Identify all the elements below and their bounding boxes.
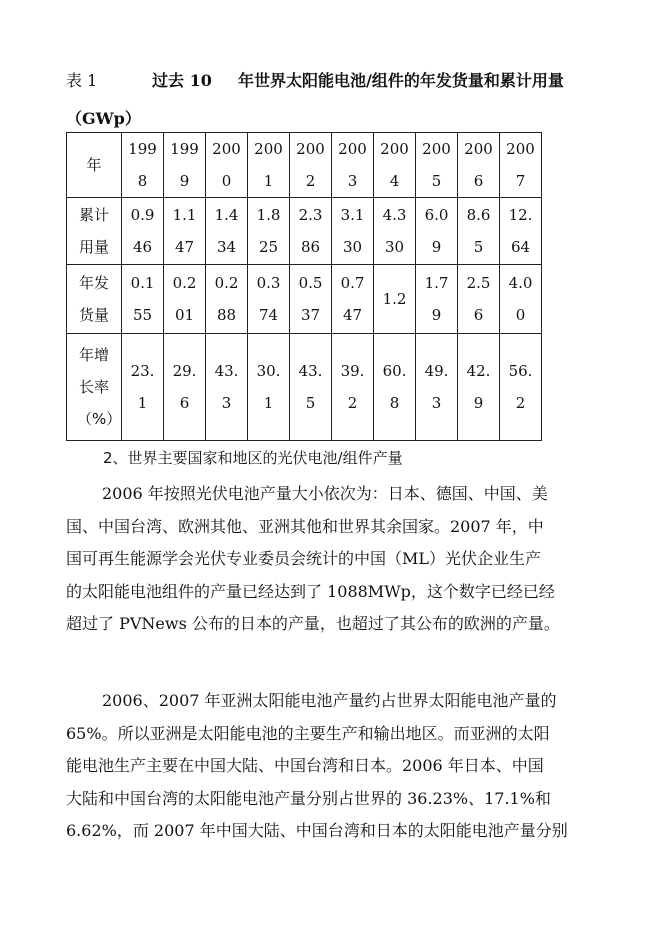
table-caption [66,68,626,128]
shipment-cell: 4.00 [500,265,542,334]
paragraph-line: 超过了 PVNews 公布的日本的产量，也超过了其公布的欧洲的产量。 [66,614,560,633]
growth-cell: 43.3 [206,334,248,441]
cumulative-cell: 4.330 [374,198,416,265]
paragraph-asia-share [66,685,606,848]
cumulative-cell: 6.09 [416,198,458,265]
shipment-cell: 0.288 [206,265,248,334]
year-cell: 1999 [164,133,206,198]
row-header-shipments: 年发货量 [67,265,122,334]
paragraph-line: 2006 年按照光伏电池产量大小依次为：日本、德国、中国、美 [102,484,548,503]
cumulative-cell: 12.64 [500,198,542,265]
year-cell: 2006 [458,133,500,198]
row-header-year: 年 [67,133,122,198]
paragraph-line: 国可再生能源学会光伏专业委员会统计的中国（ML）光伏企业生产 [66,549,542,568]
cumulative-cell: 1.147 [164,198,206,265]
table-unit: （GWp） [66,109,141,128]
growth-cell: 56.2 [500,334,542,441]
paragraph-line: 2006、2007 年亚洲太阳能电池产量约占世界太阳能电池产量的 [102,691,557,710]
paragraph-production-ranking [66,478,606,641]
shipment-cell: 0.747 [332,265,374,334]
cumulative-cell: 1.434 [206,198,248,265]
year-cell: 2003 [332,133,374,198]
cumulative-cell: 8.65 [458,198,500,265]
year-cell: 1998 [122,133,164,198]
cumulative-cell: 3.130 [332,198,374,265]
paragraph-line: 65%。所以亚洲是太阳能电池的主要生产和输出地区。而亚洲的太阳 [66,723,550,743]
shipment-cell: 0.201 [164,265,206,334]
section-heading: 2、世界主要国家和地区的光伏电池/组件产量 [103,449,403,467]
shipment-cell: 2.56 [458,265,500,334]
year-cell: 2000 [206,133,248,198]
table-row-shipments [67,265,542,334]
growth-cell: 23.1 [122,334,164,441]
paragraph-line: 大陆和中国台湾的太阳能电池产量分别占世界的 36.23%、17.1%和 [66,788,551,808]
year-cell: 2002 [290,133,332,198]
growth-cell: 39.2 [332,334,374,441]
table-row-growth [67,334,542,441]
shipment-cell: 1.79 [416,265,458,334]
table-row-cumulative [67,198,542,265]
shipment-cell: 0.374 [248,265,290,334]
cumulative-cell: 2.386 [290,198,332,265]
paragraph-line: 6.62%，而 2007 年中国大陆、中国台湾和日本的太阳能电池产量分别 [66,821,568,840]
table-label: 表 1 [66,71,98,90]
cumulative-cell: 0.946 [122,198,164,265]
shipment-cell: 1.2 [374,265,416,334]
growth-cell: 29.6 [164,334,206,441]
year-cell: 2005 [416,133,458,198]
table-title-years: 过去 10 [152,71,212,90]
year-cell: 2001 [248,133,290,198]
paragraph-line: 国、中国台湾、欧洲其他、亚洲其他和世界其余国家。2007 年，中 [66,516,544,536]
table-title: 年世界太阳能电池/组件的年发货量和累计用量 [238,71,564,90]
solar-data-table [66,132,542,441]
growth-cell: 60.8 [374,334,416,441]
table-row-year [67,133,542,198]
row-header-cumulative: 累计用量 [67,198,122,265]
growth-cell: 42.9 [458,334,500,441]
row-header-growth: 年增长率（%） [67,334,122,441]
growth-cell: 30.1 [248,334,290,441]
shipment-cell: 0.537 [290,265,332,334]
paragraph-line: 的太阳能电池组件的产量已经达到了 1088MWp，这个数字已经已经 [66,581,555,601]
year-cell: 2007 [500,133,542,198]
cumulative-cell: 1.825 [248,198,290,265]
year-cell: 2004 [374,133,416,198]
growth-cell: 49.3 [416,334,458,441]
paragraph-line: 能电池生产主要在中国大陆、中国台湾和日本。2006 年日本、中国 [66,756,544,775]
growth-cell: 43.5 [290,334,332,441]
shipment-cell: 0.155 [122,265,164,334]
